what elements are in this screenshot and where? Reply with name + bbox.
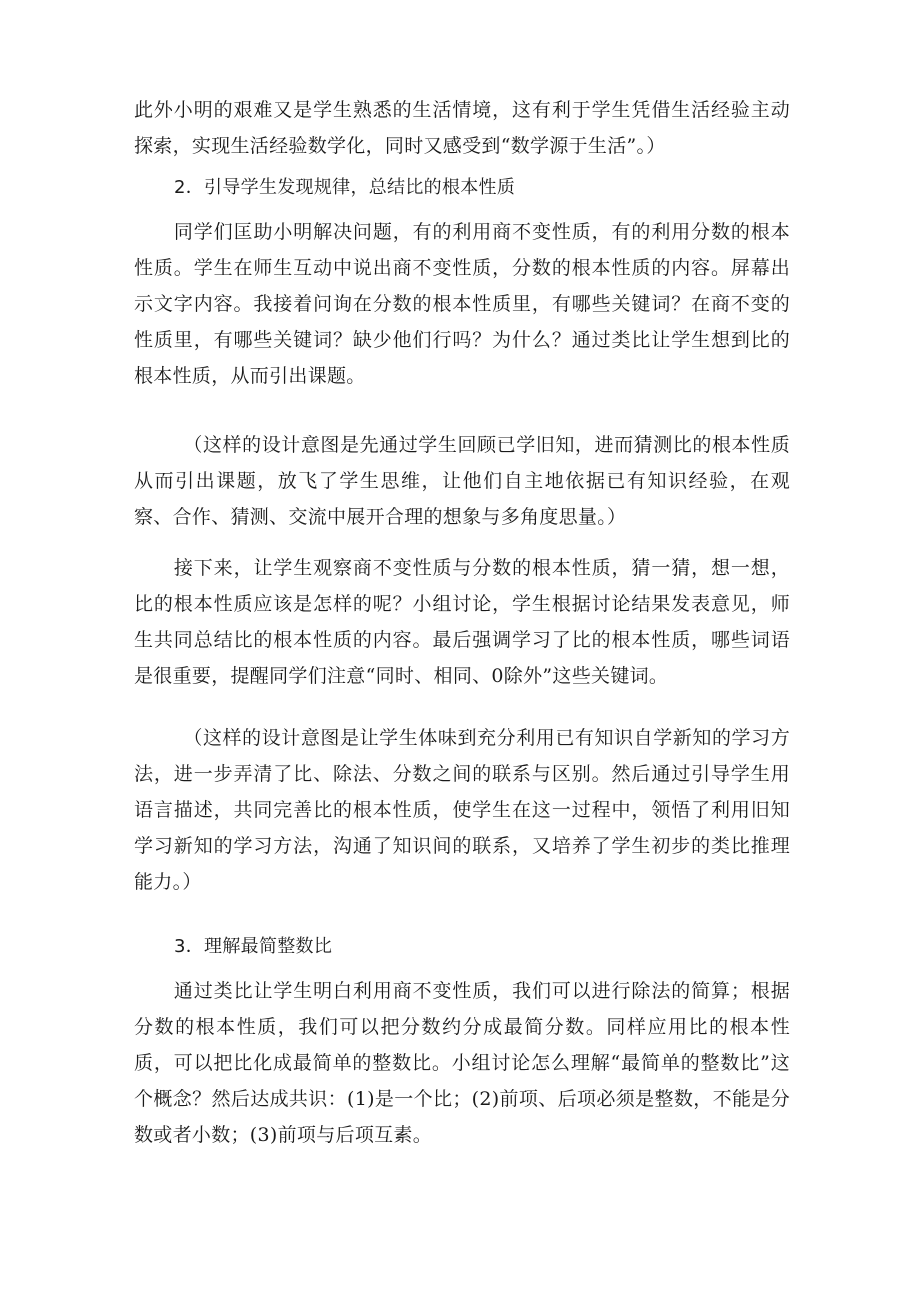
section-heading-2: 2．引导学生发现规律，总结比的根本性质 <box>174 177 516 198</box>
paragraph-design-intent-2: （这样的设计意图是让学生体味到充分利用已有知识自学新知的学习方法，进一步弄清了比、除法、分数之间的联系与区别。然后通过引导学生用语言描述，共同完善比的根本性质，使学生在这一过程中，领悟了利用旧知学习新知的学习方法，沟通了知识间的联系，又培养了学生初步的类比推理能力。） <box>134 727 790 893</box>
paragraph-simplest-ratio: 通过类比让学生明白利用商不变性质，我们可以进行除法的简算；根据分数的根本性质，我们可以把分数约分成最简分数。同样应用比的根本性质，可以把比化成最简单的整数比。小组讨论怎么理解“最简单的整数比”这个概念？然后达成共识：(1)是一个比；(2)前项、后项必须是整数，不能是分数或者小数；(3)前项与后项互素。 <box>134 980 790 1146</box>
paragraph-solve-problem: 同学们匡助小明解决问题，有的利用商不变性质，有的利用分数的根本性质。学生在师生互动中说出商不变性质，分数的根本性质的内容。屏幕出示文字内容。我接着问询在分数的根本性质里，有哪些关键词？在商不变的性质里，有哪些关键词？缺少他们行吗？为什么？通过类比让学生想到比的根本性质，从而引出课题。 <box>134 221 790 387</box>
paragraph-intro-continuation: 此外小明的艰难又是学生熟悉的生活情境，这有利于学生凭借生活经验主动探索，实现生活经验数学化，同时又感受到“数学源于生活”。） <box>134 99 790 157</box>
section-heading-3: 3．理解最简整数比 <box>174 936 333 957</box>
paragraph-design-intent-1: （这样的设计意图是先通过学生回顾已学旧知，进而猜测比的根本性质从而引出课题，放飞了学生思维，让他们自主地依据已有知识经验，在观察、合作、猜测、交流中展开合理的想象与多角度思量。） <box>134 434 790 528</box>
paragraph-observe-discuss: 接下来，让学生观察商不变性质与分数的根本性质，猜一猜，想一想，比的根本性质应该是怎样的呢？小组讨论，学生根据讨论结果发表意见，师生共同总结比的根本性质的内容。最后强调学习了比的根本性质，哪些词语是很重要，提醒同学们注意“同时、相同、0除外”这些关键词。 <box>134 557 790 687</box>
